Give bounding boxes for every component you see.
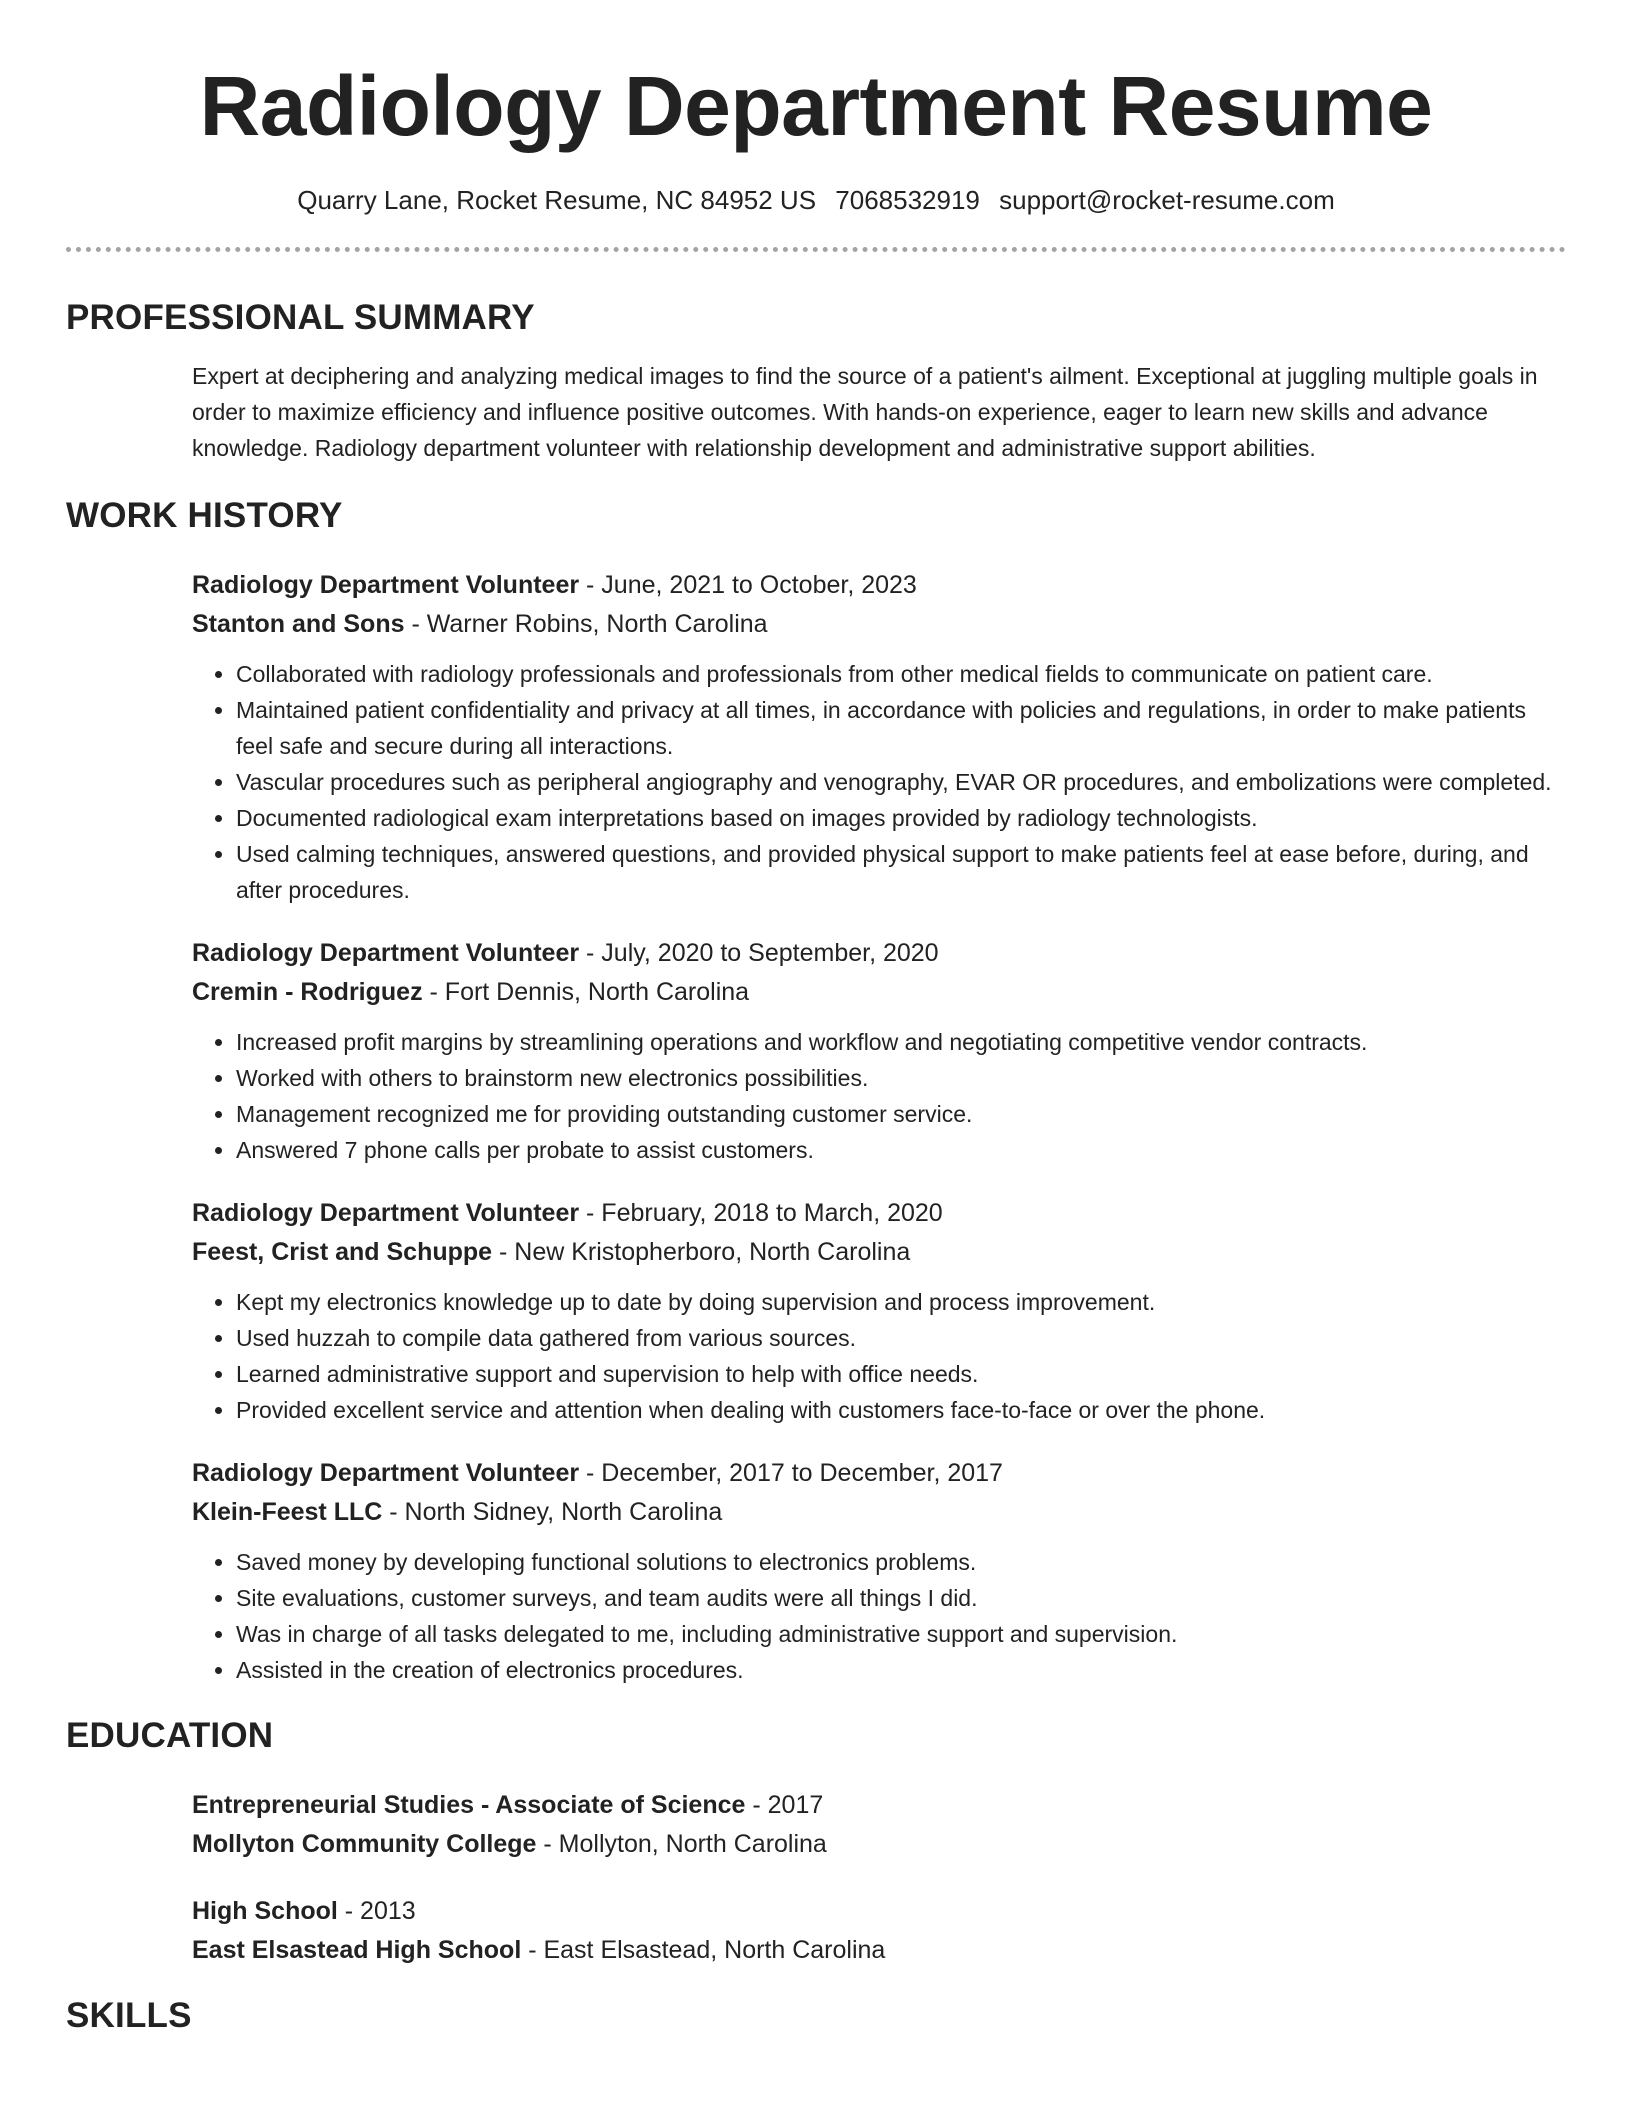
job-title-line (192, 934, 1562, 973)
work-history-section (66, 566, 1566, 1688)
job-company-line (192, 1493, 1562, 1532)
job-bullet: • Learned administrative support and supervision to help with office needs. (236, 1356, 1562, 1392)
job-title-line (192, 1454, 1562, 1493)
skills-heading: SKILLS (66, 1996, 192, 2035)
contact-address: Quarry Lane, Rocket Resume, NC 84952 US (297, 185, 817, 215)
job-dates: - December, 2017 to December, 2017 (579, 1459, 1003, 1487)
job-bullet: • Was in charge of all tasks delegated to me, including administrative support and supervision. (236, 1616, 1562, 1652)
job-bullets (192, 1284, 1562, 1428)
job-bullet: • Used huzzah to compile data gathered from various sources. (236, 1320, 1562, 1356)
job-company: Cremin - Rodriguez (192, 978, 423, 1006)
job-company: Klein-Feest LLC (192, 1498, 383, 1526)
summary-heading: PROFESSIONAL SUMMARY (66, 298, 535, 337)
job-bullet: • Assisted in the creation of electronics procedures. (236, 1652, 1562, 1688)
degree-year: - 2013 (337, 1897, 416, 1925)
job-bullet: • Worked with others to brainstorm new electronics possibilities. (236, 1060, 1562, 1096)
job-title-line (192, 1194, 1562, 1233)
education-section (66, 1786, 1566, 1970)
job-bullet: • Saved money by developing functional solutions to electronics problems. (236, 1544, 1562, 1580)
job-bullet: • Collaborated with radiology professionals and professionals from other medical fields to communicate on patient care. (236, 656, 1562, 692)
school-location: - Mollyton, North Carolina (536, 1830, 827, 1858)
degree-year: - 2017 (745, 1791, 824, 1819)
job-location: - Warner Robins, North Carolina (404, 610, 768, 638)
job-title: Radiology Department Volunteer (192, 571, 580, 599)
school-line (192, 1931, 1562, 1970)
job-bullets (192, 656, 1562, 908)
job-company: Stanton and Sons (192, 610, 405, 638)
header-divider (66, 247, 1566, 252)
job-location: - New Kristopherboro, North Carolina (492, 1238, 911, 1266)
degree-line (192, 1786, 1562, 1825)
school-line (192, 1825, 1562, 1864)
education-heading: EDUCATION (66, 1716, 274, 1755)
job-title-line (192, 566, 1562, 605)
job-bullets (192, 1024, 1562, 1168)
job-company-line (192, 605, 1562, 644)
job-title: Radiology Department Volunteer (192, 1459, 580, 1487)
education-entry (192, 1892, 1562, 1970)
job-bullet: • Answered 7 phone calls per probate to assist customers. (236, 1132, 1562, 1168)
job-location: - North Sidney, North Carolina (382, 1498, 723, 1526)
job-company-line (192, 973, 1562, 1012)
job-entry (192, 934, 1562, 1168)
job-dates: - February, 2018 to March, 2020 (579, 1199, 943, 1227)
contact-phone: 7068532919 (835, 185, 980, 215)
job-bullet: • Site evaluations, customer surveys, and team audits were all things I did. (236, 1580, 1562, 1616)
job-bullet: • Management recognized me for providing outstanding customer service. (236, 1096, 1562, 1132)
job-bullet: • Provided excellent service and attention when dealing with customers face-to-face or over the phone. (236, 1392, 1562, 1428)
job-bullet: • Kept my electronics knowledge up to date by doing supervision and process improvement. (236, 1284, 1562, 1320)
summary-section (66, 358, 1566, 466)
summary-text: Expert at deciphering and analyzing medical images to find the source of a patient's ailment. Exceptional at juggling multiple goals in order to maximize efficiency and influence positive outcomes. With hands-on experience, eager to learn new skills and advance knowledge. Radiology department volunteer with relationship development and administrative support abilities. (192, 363, 1538, 461)
job-company-line (192, 1233, 1562, 1272)
school-name: Mollyton Community College (192, 1830, 537, 1858)
degree-line (192, 1892, 1562, 1931)
job-bullet: • Vascular procedures such as peripheral angiography and venography, EVAR OR procedures, and embolizations were completed. (236, 764, 1562, 800)
job-dates: - June, 2021 to October, 2023 (579, 571, 917, 599)
job-dates: - July, 2020 to September, 2020 (579, 939, 939, 967)
job-bullet: • Maintained patient confidentiality and privacy at all times, in accordance with policies and regulations, in order to make patients feel safe and secure during all interactions. (236, 692, 1562, 764)
degree: High School (192, 1897, 338, 1925)
job-bullets (192, 1544, 1562, 1688)
education-entry (192, 1786, 1562, 1864)
job-entry (192, 566, 1562, 908)
resume-title: Radiology Department Resume (199, 59, 1433, 153)
contact-line (66, 182, 1566, 218)
job-title: Radiology Department Volunteer (192, 939, 580, 967)
school-location: - East Elsastead, North Carolina (521, 1936, 886, 1964)
job-bullet: • Used calming techniques, answered questions, and provided physical support to make patients feel at ease before, during, and after procedures. (236, 836, 1562, 908)
job-bullet: • Increased profit margins by streamlining operations and workflow and negotiating competitive vendor contracts. (236, 1024, 1562, 1060)
job-company: Feest, Crist and Schuppe (192, 1238, 493, 1266)
job-title: Radiology Department Volunteer (192, 1199, 580, 1227)
school-name: East Elsastead High School (192, 1936, 522, 1964)
degree: Entrepreneurial Studies - Associate of Science (192, 1791, 746, 1819)
work-history-heading: WORK HISTORY (66, 496, 343, 535)
job-location: - Fort Dennis, North Carolina (422, 978, 750, 1006)
job-entry (192, 1454, 1562, 1688)
contact-email: support@rocket-resume.com (999, 185, 1335, 215)
job-entry (192, 1194, 1562, 1428)
job-bullet: • Documented radiological exam interpretations based on images provided by radiology technologists. (236, 800, 1562, 836)
